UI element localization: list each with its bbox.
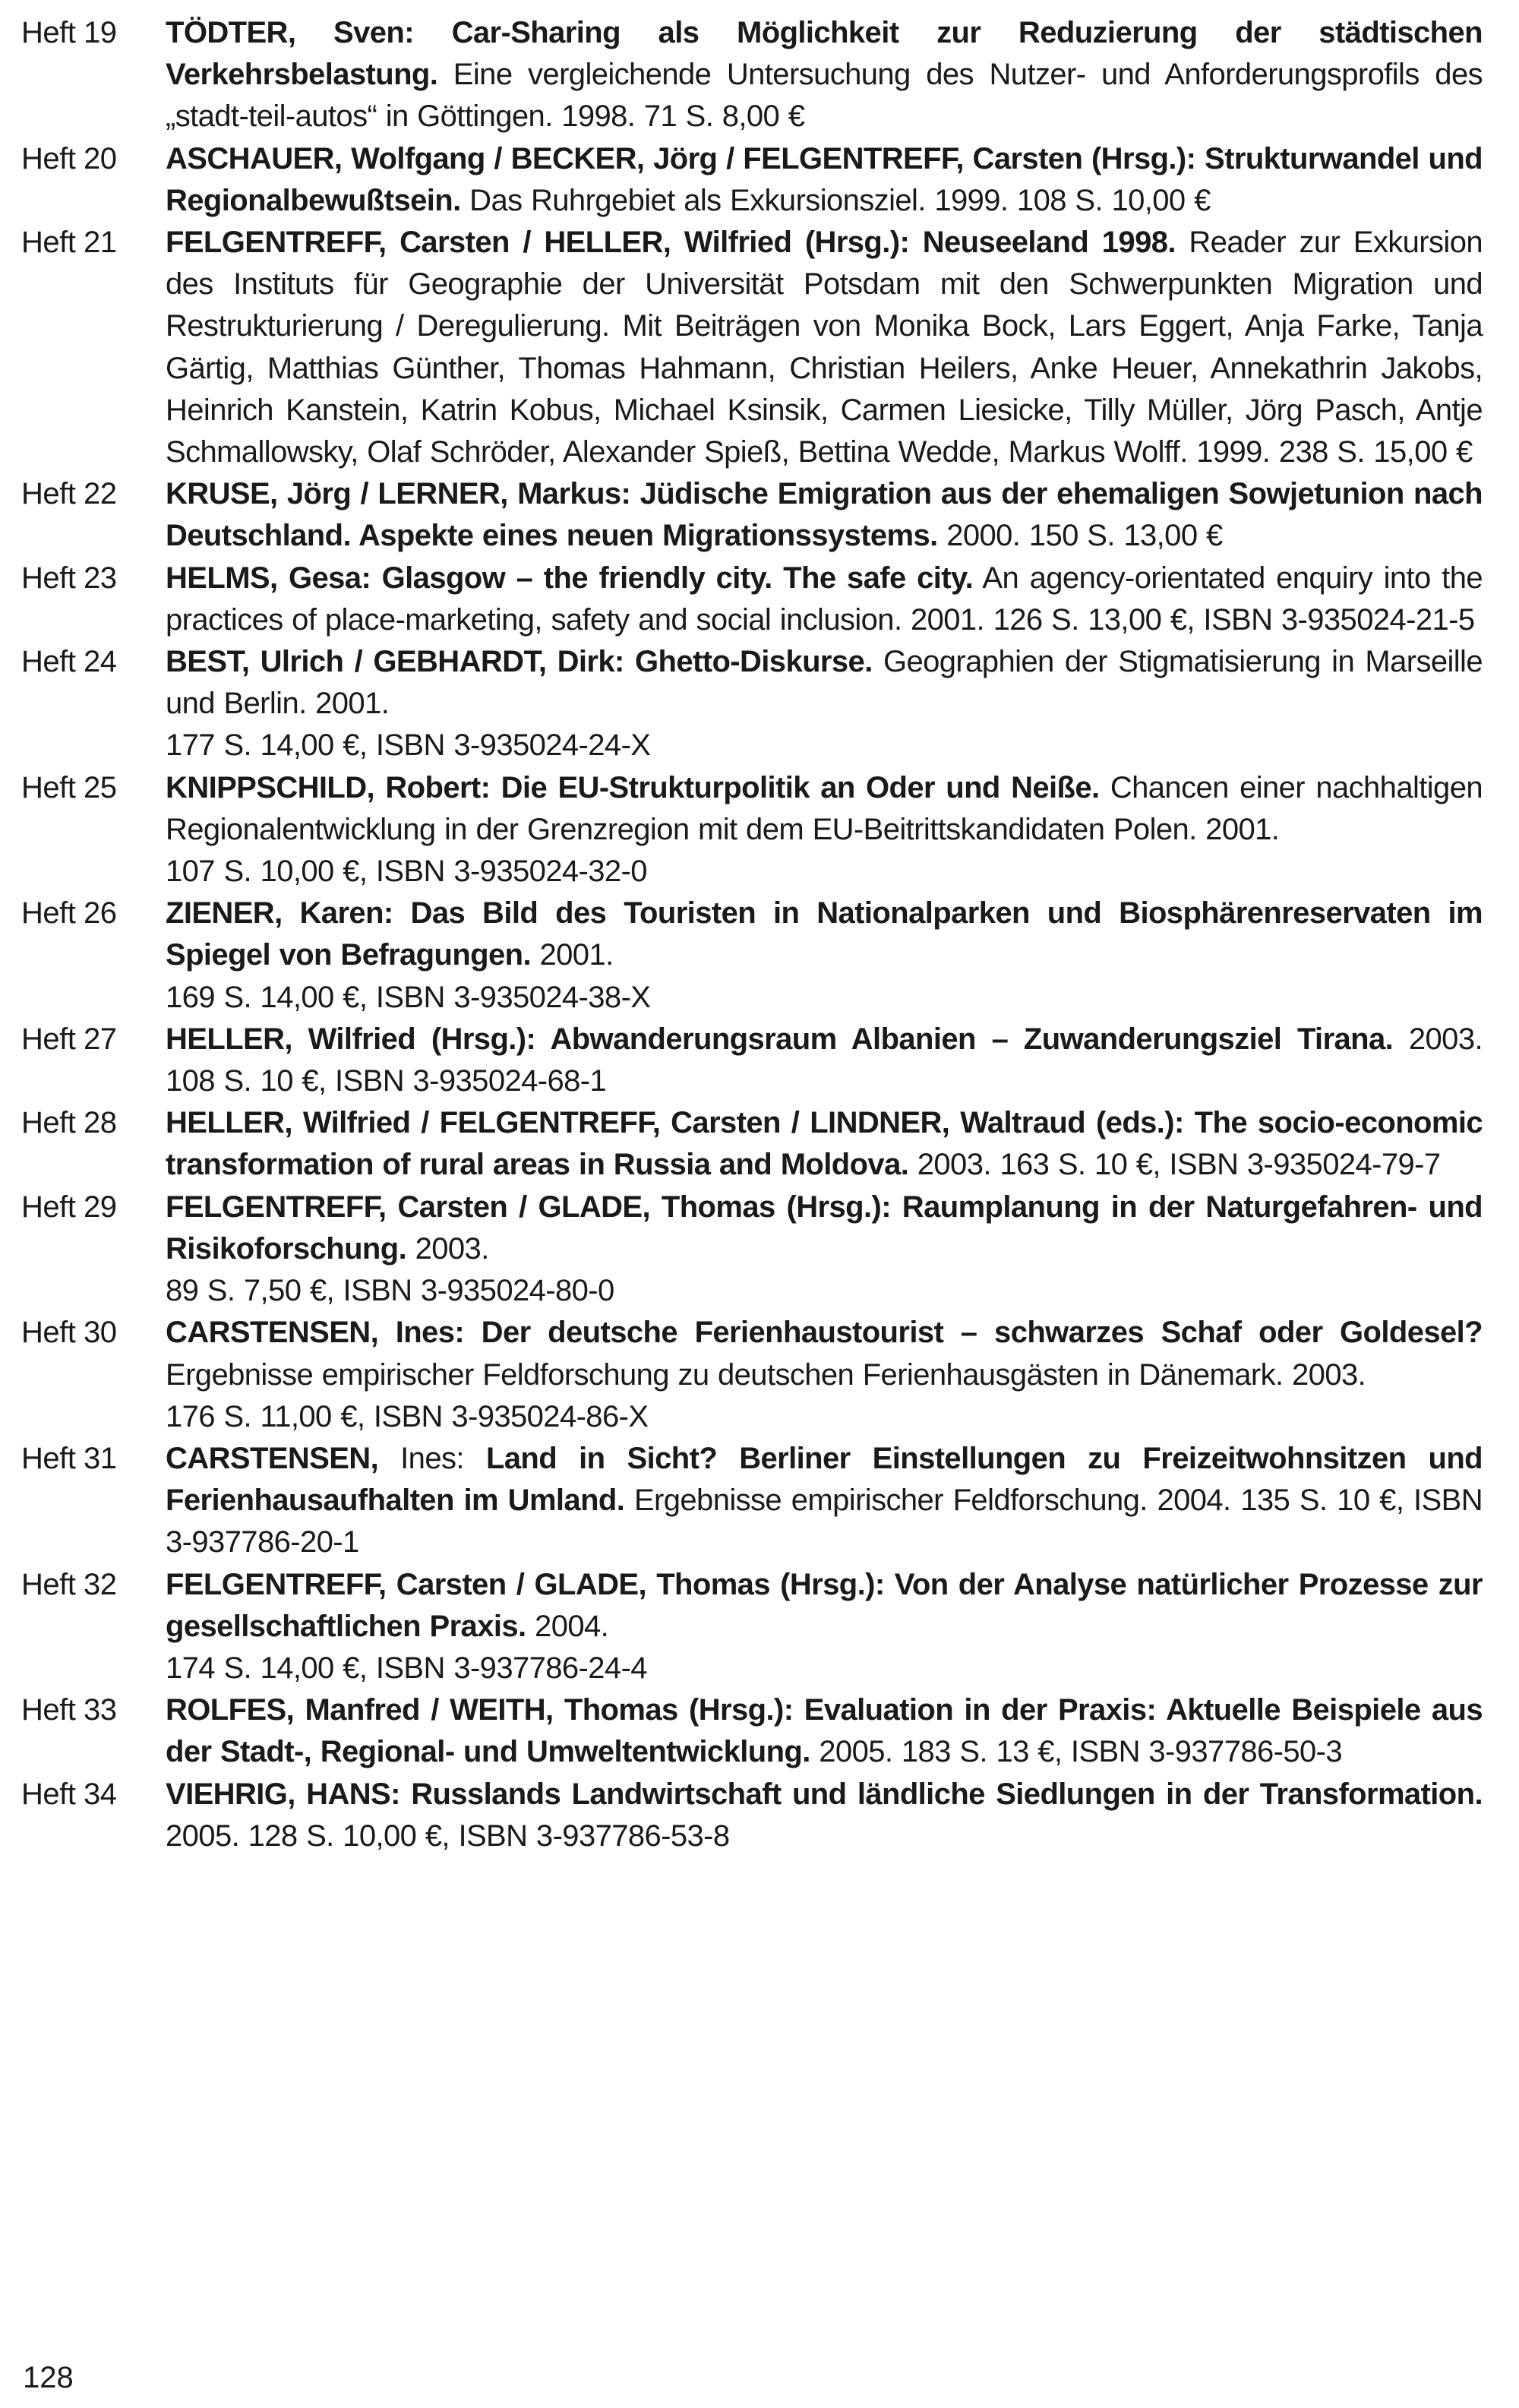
publication-entry bbox=[21, 1102, 1483, 1186]
citation-author-title: HELLER, Wilfried (Hrsg.): Abwanderungsraum Albanien – Zuwanderungsziel Tirana. bbox=[166, 1022, 1394, 1056]
citation-details: Chancen einer nachhaltigen Regionalentwicklung in der Grenzregion mit dem EU-Beitrittskandidaten Polen. 2001. 107 S. 10,00 €, ISBN 3-935024-32-0 bbox=[166, 770, 1483, 889]
publication-entry bbox=[21, 222, 1483, 473]
citation-text bbox=[166, 1187, 1483, 1313]
citation-details: 2000. 150 S. 13,00 € bbox=[937, 519, 1223, 553]
issue-number: Heft 30 bbox=[21, 1316, 117, 1350]
citation-text bbox=[166, 1564, 1483, 1690]
issue-number: Heft 32 bbox=[21, 1567, 117, 1601]
citation-text bbox=[166, 767, 1483, 893]
citation-details: Ergebnisse empirischer Feldforschung. 2004. 135 S. 10 €, ISBN 3-937786-20-1 bbox=[166, 1484, 1483, 1560]
citation-details: 2004. 174 S. 14,00 €, ISBN 3-937786-24-4 bbox=[166, 1609, 647, 1685]
citation-text bbox=[166, 1102, 1483, 1186]
publication-entry bbox=[21, 473, 1483, 557]
citation-author-title: CARSTENSEN, Ines: Der deutsche Ferienhaustourist – schwarzes Schaf oder Goldesel? bbox=[166, 1316, 1483, 1350]
citation-details: 2005. 128 S. 10,00 €, ISBN 3-937786-53-8 bbox=[166, 1819, 730, 1853]
issue-number: Heft 26 bbox=[21, 896, 117, 931]
publication-entry bbox=[21, 767, 1483, 893]
issue-number: Heft 29 bbox=[21, 1190, 117, 1224]
citation-author-title: FELGENTREFF, Carsten / GLADE, Thomas (Hrsg.): Raumplanung in der Naturgefahren- und Risikoforschung. bbox=[166, 1190, 1483, 1266]
issue-number: Heft 24 bbox=[21, 645, 117, 679]
citation-author-title: ZIENER, Karen: Das Bild des Touristen in Nationalparken und Biosphärenreservaten im Spiegel von Befragungen. bbox=[166, 896, 1483, 972]
citation-text bbox=[166, 222, 1483, 473]
issue-number: Heft 25 bbox=[21, 770, 117, 804]
citation-details: Ines: bbox=[378, 1441, 486, 1475]
citation-text bbox=[166, 1774, 1483, 1857]
citation-author-title: KRUSE, Jörg / LERNER, Markus: Jüdische Emigration aus der ehemaligen Sowjetunion nach Deutschland. Aspekte eines neuen Migrationssystems. bbox=[166, 477, 1483, 553]
publication-entry bbox=[21, 12, 1483, 138]
citation-text bbox=[166, 1438, 1483, 1564]
issue-number: Heft 21 bbox=[21, 226, 117, 260]
publication-entry bbox=[21, 893, 1483, 1019]
citation-text bbox=[166, 138, 1483, 222]
citation-text bbox=[166, 1312, 1483, 1438]
citation-author-title: ROLFES, Manfred / WEITH, Thomas (Hrsg.): Evaluation in der Praxis: Aktuelle Beispiele aus der Stadt-, Regional- und Umweltentwicklung. bbox=[166, 1693, 1483, 1769]
citation-author-title: TÖDTER, Sven: Car-Sharing als Möglichkeit zur Reduzierung der städtischen Verkehrsbelastung. bbox=[166, 16, 1483, 92]
citation-author-title: Land in Sicht? Berliner Einstellungen zu Freizeitwohnsitzen und Ferienhausaufhalten im Umland. bbox=[166, 1441, 1483, 1518]
page-number: 128 bbox=[23, 2361, 74, 2394]
issue-number: Heft 22 bbox=[21, 477, 117, 511]
citation-details: 2003. 108 S. 10 €, ISBN 3-935024-68-1 bbox=[166, 1022, 1483, 1098]
citation-author-title: HELLER, Wilfried / FELGENTREFF, Carsten / LINDNER, Waltraud (eds.): The socio-economic transformation of rural areas in Russia and Moldova. bbox=[166, 1106, 1483, 1182]
citation-text bbox=[166, 893, 1483, 1019]
citation-author-title: CARSTENSEN, bbox=[166, 1441, 379, 1475]
citation-text bbox=[166, 473, 1483, 557]
publication-list bbox=[21, 12, 1483, 1857]
citation-author-title: FELGENTREFF, Carsten / GLADE, Thomas (Hrsg.): Von der Analyse natürlicher Prozesse zur gesellschaftlichen Praxis. bbox=[166, 1567, 1483, 1643]
citation-author-title: VIEHRIG, HANS: Russlands Landwirtschaft und ländliche Siedlungen in der Transformation. bbox=[166, 1777, 1483, 1811]
citation-text bbox=[166, 641, 1483, 767]
citation-author-title: FELGENTREFF, Carsten / HELLER, Wilfried (Hrsg.): Neuseeland 1998. bbox=[166, 226, 1176, 260]
publication-entry bbox=[21, 1564, 1483, 1690]
citation-details: Ergebnisse empirischer Feldforschung zu deutschen Ferienhausgästen in Dänemark. 2003. 176 S. 11,00 €, ISBN 3-935024-86-X bbox=[166, 1357, 1366, 1433]
publication-entry bbox=[21, 1019, 1483, 1102]
issue-number: Heft 27 bbox=[21, 1022, 117, 1056]
citation-author-title: ASCHAUER, Wolfgang / BECKER, Jörg / FELGENTREFF, Carsten (Hrsg.): Strukturwandel und Regionalbewußtsein. bbox=[166, 141, 1483, 217]
citation-details: An agency-orientated enquiry into the practices of place-marketing, safety and social inclusion. 2001. 126 S. 13,00 €, ISBN 3-935024-21-5 bbox=[166, 561, 1483, 637]
publication-entry bbox=[21, 558, 1483, 641]
publication-entry bbox=[21, 138, 1483, 222]
publication-entry bbox=[21, 1312, 1483, 1438]
citation-details: 2001. 169 S. 14,00 €, ISBN 3-935024-38-X bbox=[166, 938, 651, 1014]
issue-number: Heft 19 bbox=[21, 16, 117, 49]
issue-number: Heft 23 bbox=[21, 561, 117, 595]
citation-text bbox=[166, 1019, 1483, 1102]
publication-entry bbox=[21, 1187, 1483, 1313]
publication-entry bbox=[21, 1438, 1483, 1564]
issue-number: Heft 31 bbox=[21, 1441, 117, 1475]
citation-details: Eine vergleichende Untersuchung des Nutzer- und Anforderungsprofils des „stadt-teil-autos“ in Göttingen. 1998. 71 S. 8,00 € bbox=[166, 58, 1483, 134]
issue-number: Heft 28 bbox=[21, 1106, 117, 1140]
citation-author-title: BEST, Ulrich / GEBHARDT, Dirk: Ghetto-Diskurse. bbox=[166, 645, 873, 679]
citation-text bbox=[166, 1689, 1483, 1773]
issue-number: Heft 20 bbox=[21, 141, 117, 175]
citation-author-title: KNIPPSCHILD, Robert: Die EU-Strukturpolitik an Oder und Neiße. bbox=[166, 770, 1100, 804]
publication-entry bbox=[21, 1774, 1483, 1857]
publication-entry bbox=[21, 1689, 1483, 1773]
citation-details: 2003. 89 S. 7,50 €, ISBN 3-935024-80-0 bbox=[166, 1231, 614, 1308]
issue-number: Heft 33 bbox=[21, 1693, 117, 1727]
citation-text bbox=[166, 558, 1483, 641]
citation-author-title: HELMS, Gesa: Glasgow – the friendly city. The safe city. bbox=[166, 561, 974, 595]
citation-details: 2005. 183 S. 13 €, ISBN 3-937786-50-3 bbox=[810, 1735, 1343, 1769]
citation-text bbox=[166, 12, 1483, 138]
citation-details: Das Ruhrgebiet als Exkursionsziel. 1999. 108 S. 10,00 € bbox=[460, 183, 1211, 217]
citation-details: Geographien der Stigmatisierung in Marseille und Berlin. 2001. 177 S. 14,00 €, ISBN 3-935024-24-X bbox=[166, 645, 1483, 763]
citation-details: Reader zur Exkursion des Instituts für Geographie der Universität Potsdam mit den Schwerpunkten Migration und Restrukturierung / Deregulierung. Mit Beiträgen von Monika Bock, Lars Eggert, Anja Farke, Tanja Gärtig, Matthias Günther, Thomas Hahmann, Christian Heilers, Anke Heuer, Annekathrin Jakobs, Heinrich Kanstein, Katrin Kobus, Michael Ksinsik, Carmen Liesicke, Tilly Müller, Jörg Pasch, Antje Schmallowsky, Olaf Schröder, Alexander Spieß, Bettina Wedde, Markus Wolff. 1999. 238 S. 15,00 € bbox=[166, 226, 1483, 469]
issue-number: Heft 34 bbox=[21, 1777, 117, 1811]
citation-details: 2003. 163 S. 10 €, ISBN 3-935024-79-7 bbox=[908, 1148, 1441, 1182]
publication-entry bbox=[21, 641, 1483, 767]
